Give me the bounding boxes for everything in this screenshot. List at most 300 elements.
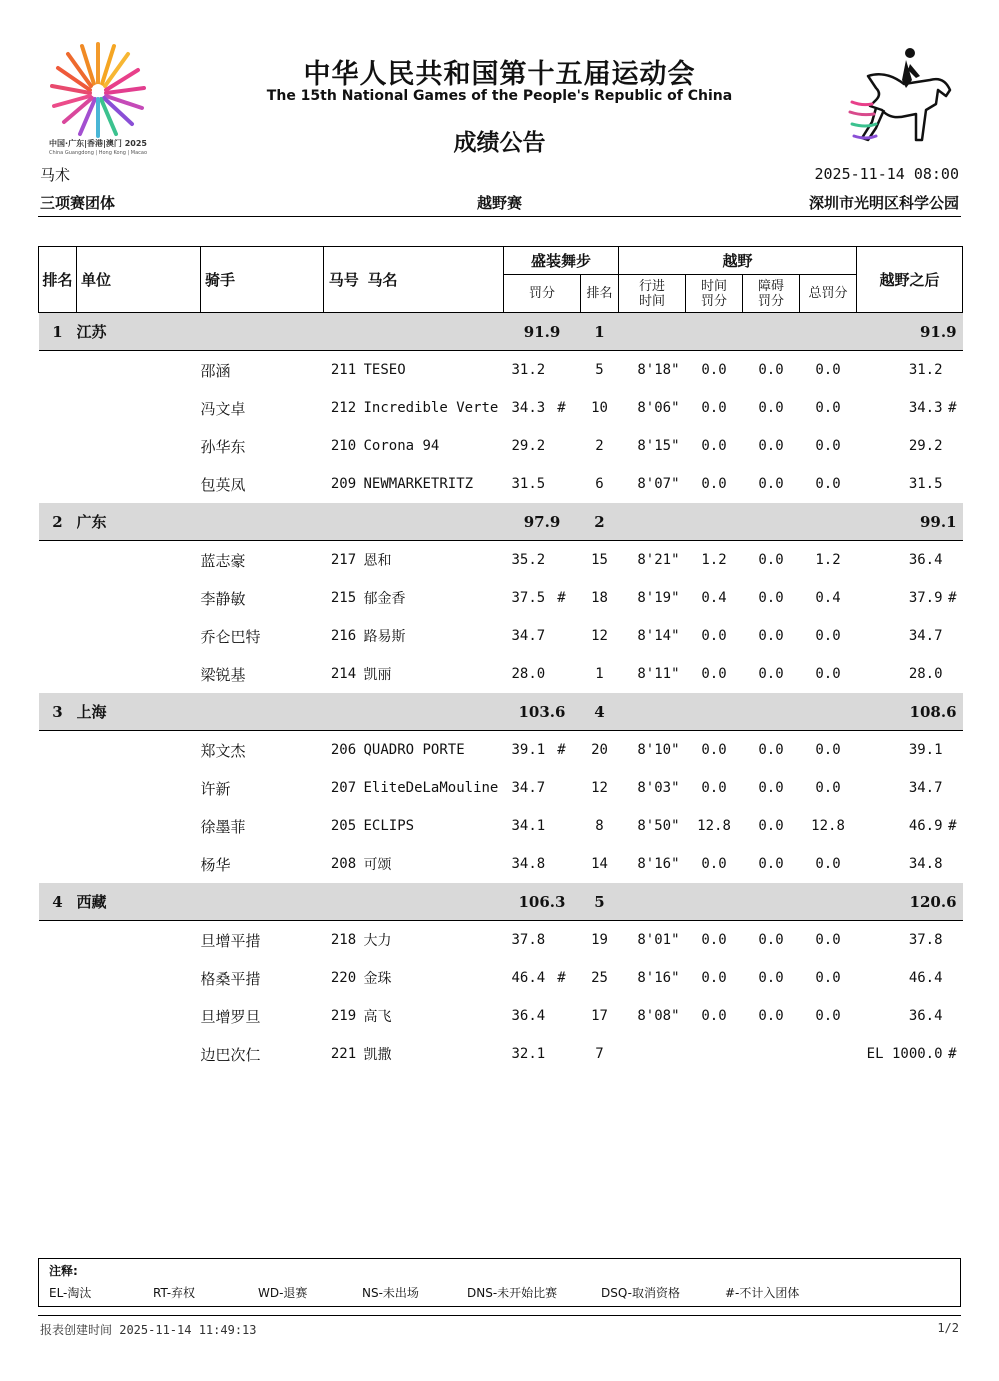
dressage-penalty: [504, 427, 581, 465]
dressage-penalty: [504, 959, 581, 997]
horse-name: QUADRO PORTE: [363, 742, 465, 758]
rider-name: 杨华: [200, 855, 231, 874]
dressage-rank: 12: [591, 628, 608, 644]
dressage-penalty-value: 34.3: [511, 400, 546, 416]
after-xc-value: 28.0: [908, 666, 943, 682]
team-empty: [619, 693, 686, 731]
dressage-rank: 10: [591, 400, 608, 416]
header-xc-total: 总罚分: [800, 275, 857, 313]
header-xc-time-penalty-line1: 时间: [701, 278, 728, 294]
notes-box: [38, 1258, 961, 1307]
header-rank: 排名: [39, 247, 77, 313]
horse-number: 209: [330, 476, 357, 492]
xc-time: 8'19": [637, 590, 680, 606]
not-counted-mark: #: [948, 1046, 957, 1062]
team-after-total: 91.9: [857, 313, 963, 351]
note-item: EL-淘汰: [49, 1286, 92, 1300]
after-xc-score: [857, 769, 963, 807]
rider-row: [39, 617, 963, 655]
xc-time: 8'50": [637, 818, 680, 834]
horse-number: 211: [330, 362, 357, 378]
rider-row: [39, 845, 963, 883]
xc-total-penalty: 0.0: [815, 476, 841, 492]
event-phase: 越野赛: [476, 194, 522, 212]
header-xc-obstacle-line1: 障碍: [758, 278, 785, 294]
dressage-penalty-value: 34.1: [511, 818, 546, 834]
xc-time-penalty: 0.0: [701, 438, 727, 454]
team-empty: [201, 503, 324, 541]
xc-time-penalty: 0.0: [701, 362, 727, 378]
header-horse-no: 马号: [324, 247, 364, 313]
dressage-rank: 12: [591, 780, 608, 796]
team-unit: 上海: [77, 693, 201, 731]
dressage-rank: 8: [595, 818, 604, 834]
dressage-rank: 20: [591, 742, 608, 758]
rider-empty: [77, 997, 201, 1035]
header-rider: 骑手: [201, 247, 324, 313]
rider-name: 孙华东: [200, 437, 246, 456]
dressage-penalty-value: 29.2: [511, 438, 546, 454]
after-xc-value: 34.8: [908, 856, 943, 872]
xc-total-penalty: 12.8: [811, 818, 845, 834]
venue: 深圳市光明区科学公园: [808, 194, 959, 212]
xc-time: 8'06": [637, 400, 680, 416]
rider-empty: [39, 465, 77, 503]
dressage-penalty: [504, 845, 581, 883]
xc-obstacle-penalty: 0.0: [758, 628, 784, 644]
xc-time-penalty: 0.0: [701, 780, 727, 796]
after-xc-value: 36.4: [908, 1008, 943, 1024]
xc-total-penalty: 0.0: [815, 438, 841, 454]
dressage-penalty: [504, 579, 581, 617]
dressage-penalty-value: 36.4: [511, 1008, 546, 1024]
sport-name: 马术: [40, 166, 71, 184]
team-empty: [619, 883, 686, 921]
rider-row: [39, 465, 963, 503]
xc-total-penalty: 0.0: [815, 628, 841, 644]
rider-empty: [77, 921, 201, 960]
horse-number: 205: [330, 818, 357, 834]
team-dressage-total: 106.3: [504, 883, 581, 921]
after-xc-value: 37.9: [908, 590, 943, 606]
team-row: [39, 313, 963, 351]
results-bulletin-title: 成绩公告: [453, 130, 546, 156]
notes-title: 注释:: [49, 1264, 78, 1278]
rider-empty: [77, 541, 201, 580]
team-empty: [364, 693, 504, 731]
xc-total-penalty: [800, 1035, 857, 1073]
xc-time: 8'16": [637, 970, 680, 986]
dressage-penalty: [504, 1035, 581, 1073]
xc-obstacle-penalty: [743, 1035, 800, 1073]
rider-empty: [77, 655, 201, 693]
horse-name: ECLIPS: [363, 818, 415, 834]
team-after-total: 99.1: [857, 503, 963, 541]
dressage-penalty-value: 31.2: [511, 362, 546, 378]
rider-name: 李静敏: [200, 589, 246, 608]
rider-empty: [39, 541, 77, 580]
team-row: [39, 503, 963, 541]
horse-number: 215: [330, 590, 357, 606]
dressage-rank: 18: [591, 590, 608, 606]
team-empty: [800, 313, 857, 351]
logo-caption-en: China Guangdong | Hong Kong | Macao: [48, 150, 148, 156]
header-xc-time-penalty: [686, 275, 743, 313]
not-counted-mark: #: [557, 970, 566, 986]
xc-time: 8'16": [637, 856, 680, 872]
header-after-xc: 越野之后: [857, 247, 963, 313]
xc-time: 8'07": [637, 476, 680, 492]
dressage-penalty-value: 37.8: [511, 932, 546, 948]
horse-number: 216: [330, 628, 357, 644]
dressage-rank: 14: [591, 856, 608, 872]
rider-empty: [77, 389, 201, 427]
team-empty: [743, 313, 800, 351]
horse-name: 恩和: [363, 553, 392, 569]
dressage-penalty: [504, 617, 581, 655]
games-title-cn: 中华人民共和国第十五届运动会: [303, 59, 696, 90]
dressage-penalty-value: 34.7: [511, 780, 546, 796]
dressage-penalty-value: 39.1: [511, 742, 546, 758]
xc-time: 8'11": [637, 666, 680, 682]
after-xc-value: 31.2: [908, 362, 943, 378]
team-rank: 3: [39, 693, 77, 731]
team-empty: [364, 313, 504, 351]
team-dressage-rank: 4: [581, 693, 619, 731]
rider-row: [39, 427, 963, 465]
dressage-rank: 17: [591, 1008, 608, 1024]
note-item: #-不计入团体: [725, 1286, 800, 1300]
xc-time: [619, 1035, 686, 1073]
horse-name: 可颂: [363, 857, 392, 873]
rider-row: [39, 1035, 963, 1073]
after-xc-value: 46.9: [908, 818, 943, 834]
dressage-penalty: [504, 351, 581, 390]
xc-obstacle-penalty: 0.0: [758, 856, 784, 872]
dressage-penalty: [504, 541, 581, 580]
rider-name: 格桑平措: [200, 969, 261, 988]
xc-obstacle-penalty: 0.0: [758, 932, 784, 948]
dressage-rank: 7: [595, 1046, 604, 1062]
dressage-penalty-value: 28.0: [511, 666, 546, 682]
not-counted-mark: #: [948, 818, 957, 834]
rider-empty: [39, 579, 77, 617]
after-xc-value: 46.4: [908, 970, 943, 986]
xc-time-penalty: 0.0: [701, 1008, 727, 1024]
after-xc-value: 34.7: [908, 628, 943, 644]
xc-total-penalty: 0.4: [815, 590, 841, 606]
team-empty: [324, 313, 364, 351]
dressage-penalty-value: 34.8: [511, 856, 546, 872]
header-xc-time: [619, 275, 686, 313]
team-dressage-rank: 5: [581, 883, 619, 921]
xc-total-penalty: 0.0: [815, 970, 841, 986]
horse-name: 高飞: [363, 1009, 392, 1025]
rider-empty: [77, 351, 201, 390]
horse-number: 206: [330, 742, 357, 758]
dressage-rank: 5: [595, 362, 604, 378]
after-xc-score: [857, 351, 963, 390]
report-created-time: 报表创建时间 2025-11-14 11:49:13: [40, 1323, 257, 1337]
xc-total-penalty: 0.0: [815, 932, 841, 948]
rider-name: 包英凤: [200, 475, 246, 494]
dressage-penalty-value: 35.2: [511, 552, 546, 568]
rider-name: 邵涵: [200, 361, 231, 380]
dressage-rank: 6: [595, 476, 604, 492]
rider-empty: [39, 959, 77, 997]
team-empty: [324, 883, 364, 921]
horse-name: EliteDeLaMouline: [363, 780, 499, 796]
dressage-penalty-value: 32.1: [511, 1046, 546, 1062]
results-body: [39, 313, 963, 1074]
rider-name: 乔仑巴特: [200, 627, 261, 646]
dressage-penalty: [504, 389, 581, 427]
dressage-rank: 2: [595, 438, 604, 454]
team-rank: 4: [39, 883, 77, 921]
rider-name: 旦增平措: [200, 931, 261, 950]
after-xc-score: [857, 731, 963, 770]
dressage-penalty-value: 37.5: [511, 590, 546, 606]
xc-obstacle-penalty: 0.0: [758, 590, 784, 606]
xc-time: 8'08": [637, 1008, 680, 1024]
rider-empty: [39, 427, 77, 465]
xc-time-penalty: 12.8: [697, 818, 731, 834]
team-empty: [686, 503, 743, 541]
dressage-rank: 15: [591, 552, 608, 568]
team-dressage-total: 103.6: [504, 693, 581, 731]
horse-name: 凯撒: [363, 1047, 392, 1063]
horse-number: 217: [330, 552, 357, 568]
dressage-penalty: [504, 769, 581, 807]
rider-row: [39, 997, 963, 1035]
not-counted-mark: #: [557, 590, 566, 606]
header-crosscountry: 越野: [619, 247, 857, 275]
rider-empty: [39, 997, 77, 1035]
team-dressage-total: 97.9: [504, 503, 581, 541]
note-item: RT-弃权: [153, 1286, 196, 1300]
header-xc-time-line2: 时间: [639, 293, 666, 309]
results-table: [38, 246, 963, 1073]
after-xc-value: 34.3: [908, 400, 943, 416]
xc-time-penalty: [686, 1035, 743, 1073]
note-item: DNS-未开始比赛: [467, 1286, 558, 1300]
after-xc-score: [857, 427, 963, 465]
dressage-penalty: [504, 465, 581, 503]
team-empty: [364, 503, 504, 541]
xc-time-penalty: 0.0: [701, 400, 727, 416]
xc-time: 8'10": [637, 742, 680, 758]
horse-number: 214: [330, 666, 357, 682]
team-empty: [201, 313, 324, 351]
xc-time: 8'14": [637, 628, 680, 644]
rider-empty: [77, 845, 201, 883]
note-item: NS-未出场: [362, 1286, 419, 1300]
note-item: DSQ-取消资格: [601, 1286, 680, 1300]
rider-row: [39, 769, 963, 807]
xc-total-penalty: 0.0: [815, 856, 841, 872]
xc-obstacle-penalty: 0.0: [758, 780, 784, 796]
team-empty: [619, 503, 686, 541]
rider-row: [39, 731, 963, 770]
horse-number: 219: [330, 1008, 357, 1024]
rider-row: [39, 807, 963, 845]
after-xc-score: [857, 389, 963, 427]
rider-name: 蓝志豪: [200, 551, 246, 570]
horse-number: 210: [330, 438, 357, 454]
team-empty: [743, 693, 800, 731]
team-dressage-total: 91.9: [504, 313, 581, 351]
after-xc-score: [857, 655, 963, 693]
rider-empty: [77, 807, 201, 845]
after-xc-score: [857, 1035, 963, 1073]
horse-number: 221: [330, 1046, 357, 1062]
team-empty: [686, 313, 743, 351]
horse-name: Incredible Verte: [363, 400, 499, 416]
xc-time: 8'15": [637, 438, 680, 454]
team-row: [39, 883, 963, 921]
xc-obstacle-penalty: 0.0: [758, 818, 784, 834]
team-dressage-rank: 1: [581, 313, 619, 351]
header-xc-obstacle-line2: 罚分: [758, 293, 785, 309]
not-counted-mark: #: [557, 400, 566, 416]
after-xc-score: [857, 617, 963, 655]
team-unit: 西藏: [77, 883, 201, 921]
rider-row: [39, 921, 963, 960]
team-empty: [364, 883, 504, 921]
horse-name: Corona 94: [363, 438, 440, 454]
team-after-total: 108.6: [857, 693, 963, 731]
xc-time-penalty: 0.0: [701, 932, 727, 948]
dressage-rank: 25: [591, 970, 608, 986]
xc-total-penalty: 1.2: [815, 552, 841, 568]
rider-name: 郑文杰: [200, 741, 246, 760]
horse-name: 凯丽: [363, 667, 392, 683]
xc-obstacle-penalty: 0.0: [758, 552, 784, 568]
header-xc-time-line1: 行进: [639, 278, 666, 294]
rider-row: [39, 959, 963, 997]
team-empty: [743, 883, 800, 921]
page-number: 1/2: [937, 1321, 959, 1335]
rider-row: [39, 389, 963, 427]
dressage-rank: 19: [591, 932, 608, 948]
rider-empty: [77, 959, 201, 997]
after-xc-score: [857, 541, 963, 580]
team-empty: [201, 883, 324, 921]
rider-name: 梁锐基: [200, 665, 246, 684]
team-empty: [800, 503, 857, 541]
team-empty: [743, 503, 800, 541]
rider-empty: [39, 617, 77, 655]
xc-time-penalty: 0.0: [701, 476, 727, 492]
xc-total-penalty: 0.0: [815, 1008, 841, 1024]
after-xc-value: EL 1000.0: [866, 1046, 943, 1062]
rider-empty: [77, 427, 201, 465]
rider-empty: [77, 617, 201, 655]
xc-total-penalty: 0.0: [815, 362, 841, 378]
xc-obstacle-penalty: 0.0: [758, 476, 784, 492]
dressage-penalty-value: 34.7: [511, 628, 546, 644]
footer-divider: [38, 1315, 961, 1316]
xc-obstacle-penalty: 0.0: [758, 970, 784, 986]
xc-total-penalty: 0.0: [815, 780, 841, 796]
horse-number: 208: [330, 856, 357, 872]
xc-obstacle-penalty: 0.0: [758, 438, 784, 454]
not-counted-mark: #: [948, 590, 957, 606]
rider-empty: [39, 845, 77, 883]
header-divider: [38, 216, 961, 217]
rider-name: 徐墨菲: [200, 817, 246, 836]
rider-empty: [39, 921, 77, 960]
header-unit: 单位: [77, 247, 201, 313]
rider-empty: [39, 731, 77, 770]
rider-empty: [39, 1035, 77, 1073]
team-empty: [201, 693, 324, 731]
team-rank: 2: [39, 503, 77, 541]
xc-obstacle-penalty: 0.0: [758, 742, 784, 758]
horse-name: 大力: [363, 933, 392, 949]
event-datetime: 2025-11-14 08:00: [814, 165, 959, 183]
dressage-penalty-value: 31.5: [511, 476, 546, 492]
logo-caption-cn: 中国·广东|香港|澳门 2025: [49, 139, 147, 148]
xc-time: 8'01": [637, 932, 680, 948]
after-xc-value: 29.2: [908, 438, 943, 454]
xc-time: 8'21": [637, 552, 680, 568]
header-xc-time-penalty-line2: 罚分: [701, 293, 728, 309]
team-row: [39, 693, 963, 731]
not-counted-mark: #: [557, 742, 566, 758]
dressage-rank: 1: [595, 666, 604, 682]
xc-time-penalty: 0.0: [701, 666, 727, 682]
horse-number: 220: [330, 970, 357, 986]
xc-time-penalty: 0.4: [701, 590, 727, 606]
rider-empty: [77, 1035, 201, 1073]
team-after-total: 120.6: [857, 883, 963, 921]
rider-empty: [39, 389, 77, 427]
team-empty: [324, 503, 364, 541]
not-counted-mark: #: [948, 400, 957, 416]
header-xc-obstacle-penalty: [743, 275, 800, 313]
team-unit: 江苏: [77, 313, 201, 351]
rider-empty: [39, 655, 77, 693]
rider-name: 旦增罗旦: [200, 1007, 261, 1026]
dressage-penalty: [504, 997, 581, 1035]
xc-time: 8'18": [637, 362, 680, 378]
team-empty: [686, 693, 743, 731]
games-title-en: The 15th National Games of the People's Republic of China: [266, 88, 733, 104]
team-empty: [619, 313, 686, 351]
after-xc-value: 31.5: [908, 476, 943, 492]
after-xc-value: 34.7: [908, 780, 943, 796]
rider-empty: [39, 807, 77, 845]
horse-name: 路易斯: [363, 629, 406, 645]
rider-empty: [77, 769, 201, 807]
after-xc-score: [857, 959, 963, 997]
rider-name: 冯文卓: [200, 399, 246, 418]
xc-time-penalty: 1.2: [701, 552, 727, 568]
dressage-penalty: [504, 807, 581, 845]
xc-obstacle-penalty: 0.0: [758, 666, 784, 682]
team-rank: 1: [39, 313, 77, 351]
xc-time-penalty: 0.0: [701, 742, 727, 758]
rider-row: [39, 655, 963, 693]
after-xc-value: 37.8: [908, 932, 943, 948]
after-xc-score: [857, 807, 963, 845]
after-xc-score: [857, 921, 963, 960]
rider-row: [39, 579, 963, 617]
rider-row: [39, 351, 963, 390]
horse-number: 218: [330, 932, 357, 948]
xc-time-penalty: 0.0: [701, 628, 727, 644]
